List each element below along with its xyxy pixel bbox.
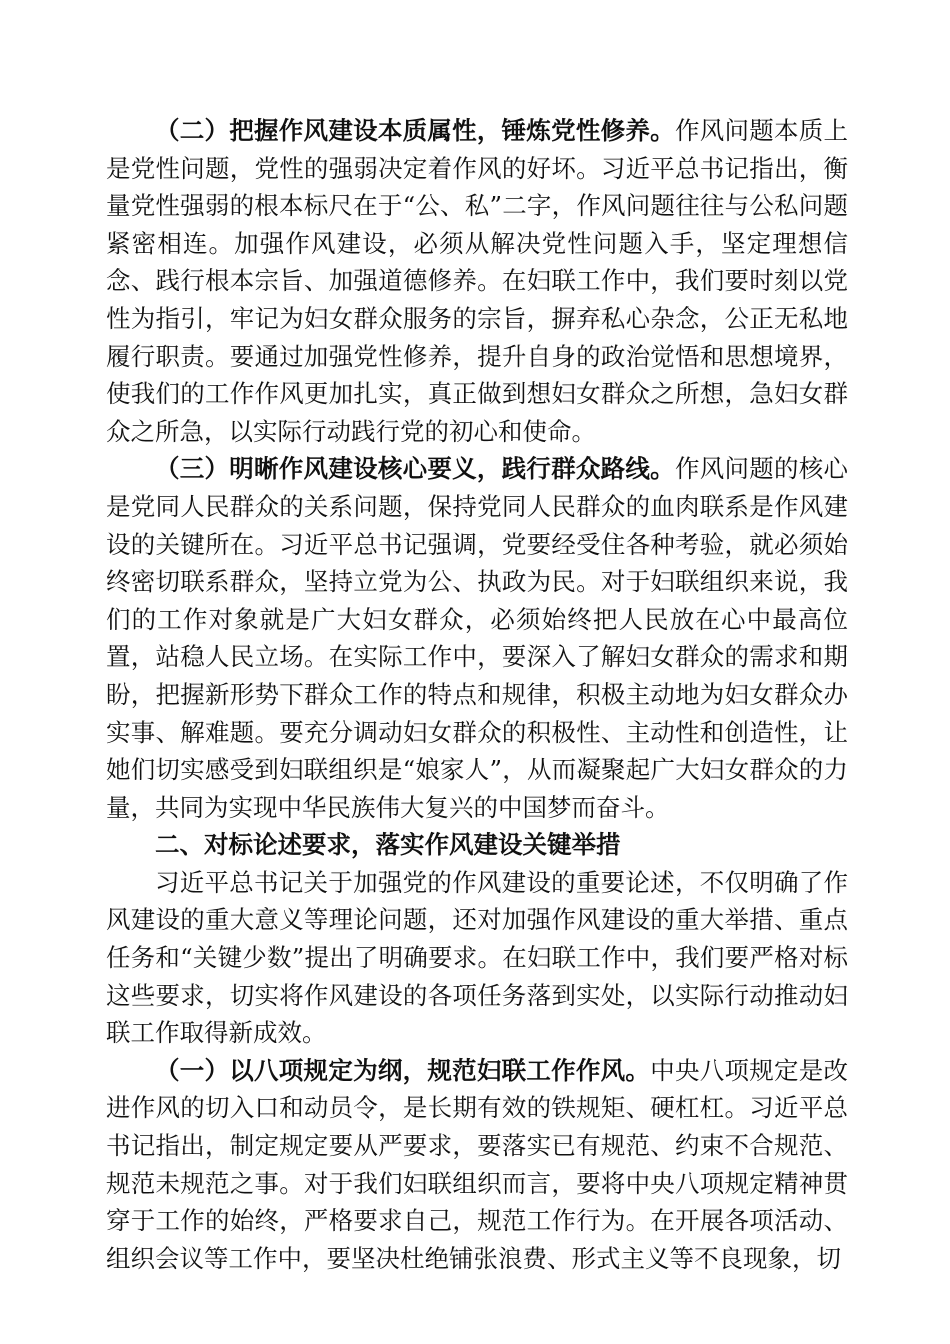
paragraph-lead: （三）明晰作风建设核心要义，践行群众路线。 bbox=[155, 454, 675, 484]
document-page bbox=[106, 112, 848, 1277]
paragraph-lead: （二）把握作风建设本质属性，锤炼党性修养。 bbox=[155, 116, 675, 145]
paragraph-party-spirit bbox=[106, 112, 848, 450]
paragraph-body: 作风问题本质上是党性问题，党性的强弱决定着作风的好坏。习近平总书记指出，衡量党性强弱的根本标尺在于“公、私”二字，作风问题往往与公私问题紧密相连。加强作风建设，必须从解决党性问题入手，坚定理想信念、践行根本宗旨、加强道德修养。在妇联工作中，我们要时刻以党性为指引，牢记为妇女群众服务的宗旨，摒弃私心杂念，公正无私地履行职责。要通过加强党性修养，提升自身的政治觉悟和思想境界，使我们的工作作风更加扎实，真正做到想妇女群众之所想，急妇女群众之所急，以实际行动践行党的初心和使命。 bbox=[106, 116, 849, 446]
section-intro-paragraph: 习近平总书记关于加强党的作风建设的重要论述，不仅明确了作风建设的重大意义等理论问题，还对加强作风建设的重大举措、重点任务和“关键少数”提出了明确要求。在妇联工作中，我们要严格对标这些要求，切实将作风建设的各项任务落到实处，以实际行动推动妇联工作取得新成效。 bbox=[106, 867, 848, 1048]
section-heading: 二、对标论述要求，落实作风建设关键举措 bbox=[155, 830, 621, 860]
paragraph-body: 中央八项规定是改进作风的切入口和动员令，是长期有效的铁规矩、硬杠杠。习近平总书记指出，制定规定要从严要求，要落实已有规范、约束不合规范、规范未规范之事。对于我们妇联组织而言，要将中央八项规定精神贯穿于工作的始终，严格要求自己，规范工作行为。在开展各项活动、组织会议等工作中，要坚决杜绝铺张浪费、形式主义等不良现象，切 bbox=[106, 1055, 849, 1273]
paragraph-lead: （一）以八项规定为纲，规范妇联工作作风。 bbox=[155, 1055, 651, 1085]
paragraph-body: 作风问题的核心是党同人民群众的关系问题，保持党同人民群众的血肉联系是作风建设的关键所在。习近平总书记强调，党要经受住各种考验，就必须始终密切联系群众，坚持立党为公、执政为民。对于妇联组织来说，我们的工作对象就是广大妇女群众，必须始终把人民放在心中最高位置，站稳人民立场。在实际工作中，要深入了解妇女群众的需求和期盼，把握新形势下群众工作的特点和规律，积极主动地为妇女群众办实事、解难题。要充分调动妇女群众的积极性、主动性和创造性，让她们切实感受到妇联组织是“娘家人”，从而凝聚起广大妇女群众的力量，共同为实现中华民族伟大复兴的中国梦而奋斗。 bbox=[106, 454, 849, 822]
paragraph-mass-line bbox=[106, 450, 848, 826]
paragraph-eight-rules bbox=[106, 1052, 848, 1278]
